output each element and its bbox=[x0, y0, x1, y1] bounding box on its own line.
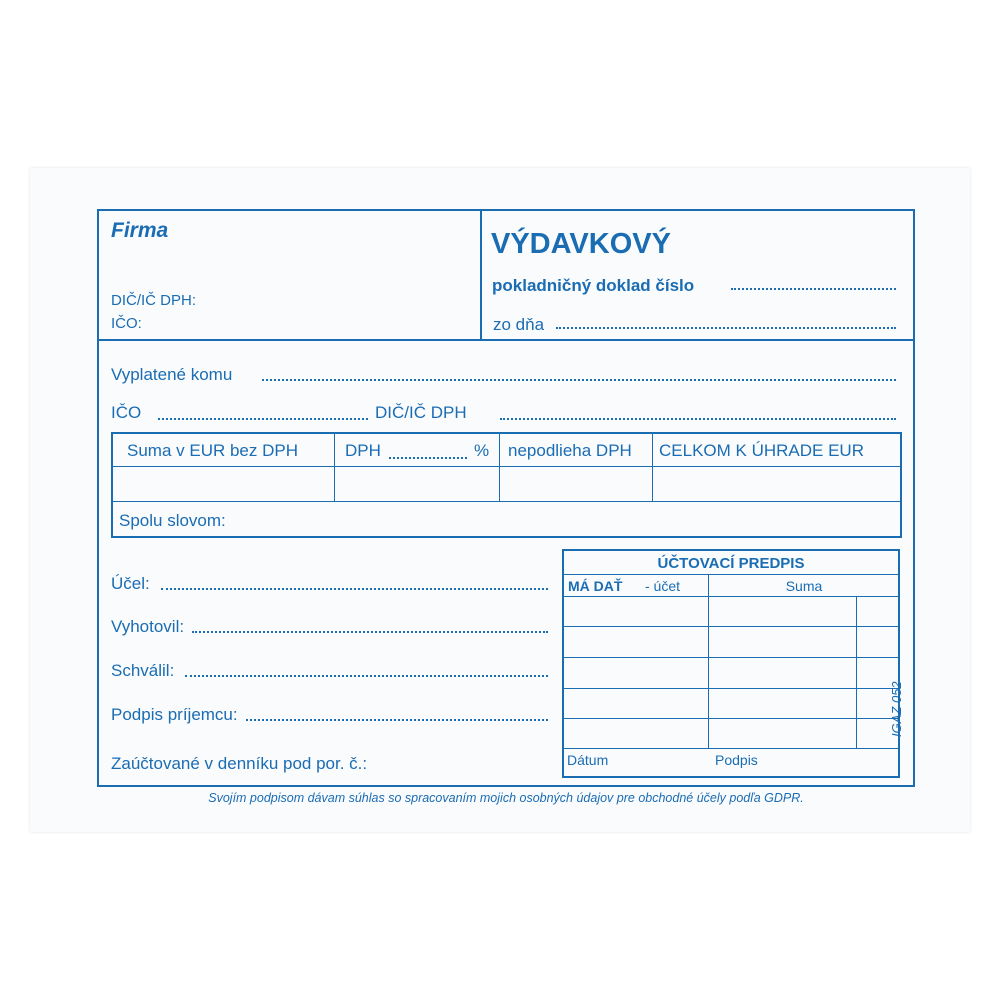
accounting-col-cents bbox=[856, 597, 857, 749]
vyplatene-komu-label: Vyplatené komu bbox=[111, 365, 233, 384]
accounting-row-line-3 bbox=[563, 688, 899, 689]
accounting-header-line bbox=[563, 596, 899, 597]
document-number-field[interactable] bbox=[731, 288, 896, 290]
spolu-slovom-field[interactable] bbox=[245, 505, 900, 536]
accounting-row-line-4 bbox=[563, 718, 899, 719]
podpis-prijemcu-field[interactable] bbox=[246, 719, 548, 721]
suma-label: Suma bbox=[785, 578, 823, 594]
accounting-row-line-1 bbox=[563, 626, 899, 627]
payee-ico-label: IČO bbox=[111, 403, 142, 422]
document-subtitle: pokladničný doklad číslo bbox=[492, 276, 695, 295]
amounts-col-divider-2 bbox=[499, 433, 500, 501]
dph-rate-field[interactable] bbox=[389, 457, 467, 459]
datum-label: Dátum bbox=[567, 752, 609, 768]
col-dph-prefix: DPH bbox=[345, 441, 381, 460]
accounting-row-line-2 bbox=[563, 657, 899, 658]
header-ico-label: IČO: bbox=[111, 315, 142, 332]
vyhotovil-field[interactable] bbox=[192, 631, 548, 633]
header-bottom-divider bbox=[98, 339, 914, 341]
gdpr-consent-text: Svojím podpisom dávam súhlas so spracovaním mojich osobných údajov pre obchodné účely podľa GDPR. bbox=[208, 791, 804, 805]
schvalil-label: Schválil: bbox=[111, 661, 175, 680]
podpis-prijemcu-label: Podpis príjemcu: bbox=[111, 705, 238, 724]
suma-bez-dph-value-cell[interactable] bbox=[113, 468, 333, 500]
nepodlieha-dph-value-cell[interactable] bbox=[501, 468, 651, 500]
ucet-label: - účet bbox=[645, 578, 681, 594]
accounting-title-line bbox=[563, 574, 899, 575]
schvalil-field[interactable] bbox=[185, 675, 548, 677]
amounts-col-divider-1 bbox=[334, 433, 335, 501]
col-celkom-k-uhrade: CELKOM K ÚHRADE EUR bbox=[659, 441, 864, 460]
payee-dic-label: DIČ/IČ DPH bbox=[375, 403, 467, 422]
zo-dna-label: zo dňa bbox=[493, 315, 545, 334]
amounts-col-divider-3 bbox=[652, 433, 653, 501]
form-code: IGAZ 052 bbox=[889, 681, 904, 737]
col-dph-suffix: % bbox=[474, 441, 490, 460]
header-vertical-divider bbox=[480, 210, 482, 340]
dph-value-cell[interactable] bbox=[336, 468, 498, 500]
amounts-values-line bbox=[112, 501, 901, 502]
col-nepodlieha-dph: nepodlieha DPH bbox=[508, 441, 632, 460]
zauctovane-label: Zaúčtované v denníku pod por. č.: bbox=[111, 754, 368, 773]
ucel-field[interactable] bbox=[161, 588, 548, 590]
col-suma-bez-dph: Suma v EUR bez DPH bbox=[127, 441, 298, 460]
spolu-slovom-label: Spolu slovom: bbox=[119, 511, 226, 530]
podpis-label: Podpis bbox=[715, 752, 758, 768]
document-title: VÝDAVKOVÝ bbox=[491, 228, 671, 260]
payee-ico-field[interactable] bbox=[158, 418, 368, 420]
accounting-col-ucet bbox=[708, 575, 709, 749]
amounts-header-line bbox=[112, 466, 901, 467]
header-dic-label: DIČ/IČ DPH: bbox=[111, 292, 197, 309]
ucel-label: Účel: bbox=[111, 574, 150, 593]
accounting-title: ÚČTOVACÍ PREDPIS bbox=[657, 555, 805, 572]
celkom-value-cell[interactable] bbox=[654, 468, 900, 500]
payee-name-field[interactable] bbox=[262, 379, 896, 381]
date-field[interactable] bbox=[556, 327, 896, 329]
ma-dat-label: MÁ DAŤ bbox=[568, 578, 623, 594]
firma-label: Firma bbox=[111, 219, 169, 242]
accounting-row-line-5 bbox=[563, 748, 899, 749]
vyhotovil-label: Vyhotovil: bbox=[111, 617, 185, 636]
payee-dic-field[interactable] bbox=[500, 418, 896, 420]
